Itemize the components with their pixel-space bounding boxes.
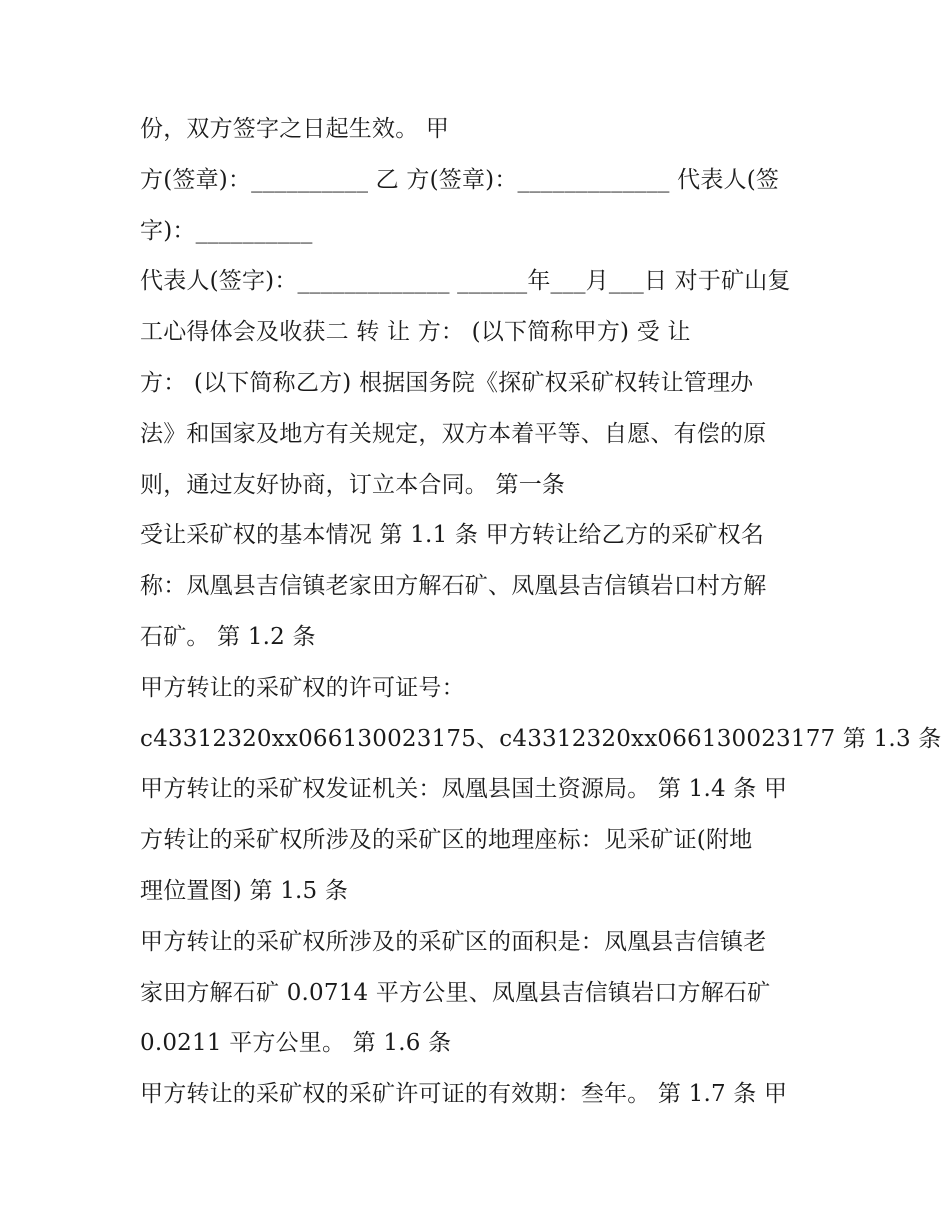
text-line-9: 受让采矿权的基本情况 第 1.1 条 甲方转让给乙方的采矿权名 xyxy=(140,522,765,549)
text-line-20: 甲方转让的采矿权的采矿许可证的有效期：叁年。 第 1.7 条 甲 xyxy=(140,1081,788,1108)
text-line-2: 方(签章)：__________ 乙 方(签章)：_____________ 代表人(签 xyxy=(140,166,780,193)
text-line-15: 方转让的采矿权所涉及的采矿区的地理座标：见采矿证(附地 xyxy=(140,827,753,854)
text-line-12: 甲方转让的采矿权的许可证号： xyxy=(140,674,465,701)
text-line-8: 则，通过友好协商，订立本合同。 第一条 xyxy=(140,471,566,498)
text-line-5: 工心得体会及收获二 转 让 方： (以下简称甲方) 受 让 xyxy=(140,319,691,346)
text-line-17: 甲方转让的采矿权所涉及的采矿区的面积是：凤凰县吉信镇老 xyxy=(140,928,767,955)
text-line-18: 家田方解石矿 0.0714 平方公里、凤凰县吉信镇岩口方解石矿 xyxy=(140,979,771,1006)
text-line-4: 代表人(签字)：_____________ ______年___月___日 对于矿山复 xyxy=(140,268,791,295)
text-line-6: 方： (以下简称乙方) 根据国务院《探矿权采矿权转让管理办 xyxy=(140,369,754,396)
text-line-1: 份，双方签字之日起生效。 甲 xyxy=(140,116,450,142)
text-line-7: 法》和国家及地方有关规定，双方本着平等、自愿、有偿的原 xyxy=(140,420,767,447)
text-line-13: c43312320xx066130023175、c43312320xx066130023177 第 1.3 条 xyxy=(140,725,942,752)
text-line-19: 0.0211 平方公里。 第 1.6 条 xyxy=(140,1030,452,1057)
text-line-16: 理位置图) 第 1.5 条 xyxy=(140,877,349,904)
text-line-3: 字)：__________ xyxy=(140,217,313,244)
text-line-10: 称：凤凰县吉信镇老家田方解石矿、凤凰县吉信镇岩口村方解 xyxy=(140,573,767,600)
document-body xyxy=(140,104,942,1120)
text-line-14: 甲方转让的采矿权发证机关：凤凰县国土资源局。 第 1.4 条 甲 xyxy=(140,776,788,803)
text-line-11: 石矿。 第 1.2 条 xyxy=(140,623,316,650)
